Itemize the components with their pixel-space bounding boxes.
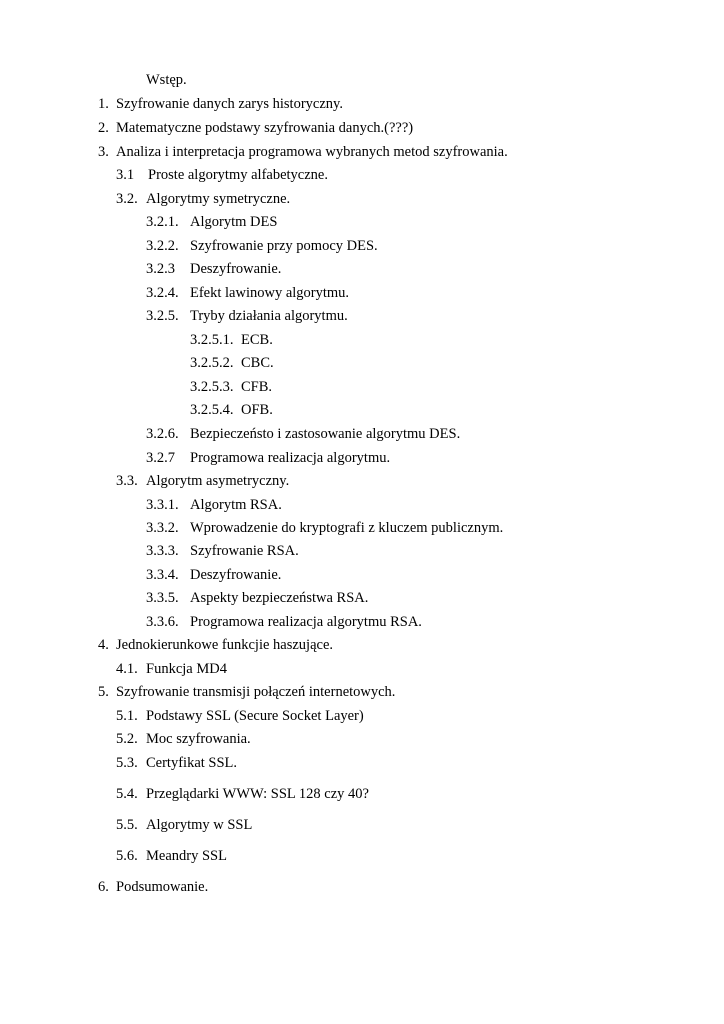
toc-entry <box>0 95 724 113</box>
toc-entry <box>0 730 724 748</box>
toc-entry <box>0 425 724 443</box>
toc-entry <box>0 613 724 631</box>
toc-entry <box>0 683 724 701</box>
toc-entry-title: Algorytm RSA. <box>190 497 282 513</box>
toc-entry <box>0 816 724 834</box>
toc-entry <box>0 378 724 396</box>
toc-entry <box>0 707 724 725</box>
toc-entry-title: Podstawy SSL (Secure Socket Layer) <box>146 708 364 724</box>
toc-entry-title: Funkcja MD4 <box>146 661 227 677</box>
toc-entry <box>0 589 724 607</box>
toc-entry-title: Jednokierunkowe funkcjie haszujące. <box>116 637 334 653</box>
toc-entry-title: Szyfrowanie transmisji połączeń internetowych. <box>116 684 396 700</box>
toc-entry-title: Meandry SSL <box>146 848 227 864</box>
toc-entry-title: Przeglądarki WWW: SSL 128 czy 40? <box>146 786 369 802</box>
toc-entry <box>0 119 724 137</box>
toc-entry <box>0 237 724 255</box>
toc-entry <box>0 331 724 349</box>
toc-entry <box>0 307 724 325</box>
toc-entry-number: 3.3.6. <box>146 614 179 630</box>
toc-entry-number: 5.5. <box>116 817 138 833</box>
toc-entry-number: 5.4. <box>116 786 138 802</box>
toc-entry-title: Wstęp. <box>146 72 187 88</box>
toc-entry <box>0 472 724 490</box>
toc-entry-title: Algorytm asymetryczny. <box>146 473 290 489</box>
toc-entry-number: 3.3. <box>116 473 138 489</box>
toc-entry-title: Szyfrowanie danych zarys historyczny. <box>116 96 343 112</box>
toc-entry-title: OFB. <box>241 402 273 418</box>
toc-entry <box>0 785 724 803</box>
toc-entry-title: Proste algorytmy alfabetyczne. <box>148 167 328 183</box>
toc-entry-number: 3.2.5.3. <box>190 379 234 395</box>
toc-entry <box>0 542 724 560</box>
toc-entry-number: 3.1 <box>116 167 135 183</box>
toc-entry-title: ECB. <box>241 332 273 348</box>
toc-entry-number: 5.6. <box>116 848 138 864</box>
toc-entry-number: 3.2. <box>116 191 138 207</box>
toc-entry-number: 3.2.5.2. <box>190 355 234 371</box>
toc-entry-number: 5.1. <box>116 708 138 724</box>
toc-entry <box>0 213 724 231</box>
toc-entry-title: Szyfrowanie RSA. <box>190 543 299 559</box>
toc-entry <box>0 878 724 896</box>
toc-entry-number: 5.2. <box>116 731 138 747</box>
toc-entry <box>0 401 724 419</box>
toc-entry <box>0 190 724 208</box>
toc-entry-number: 3.2.3 <box>146 261 175 277</box>
toc-entry-title: Wprowadzenie do kryptografi z kluczem publicznym. <box>190 520 504 536</box>
toc-entry-title: Podsumowanie. <box>116 879 209 895</box>
toc-entry-title: Deszyfrowanie. <box>190 567 282 583</box>
toc-entry <box>0 260 724 278</box>
toc-entry <box>0 71 724 89</box>
toc-entry-number: 2. <box>98 120 109 136</box>
toc-entry-number: 3.3.5. <box>146 590 179 606</box>
toc-entry <box>0 166 724 184</box>
toc-entry-title: Certyfikat SSL. <box>146 755 238 771</box>
toc-entry-number: 3.3.4. <box>146 567 179 583</box>
toc-entry-title: Moc szyfrowania. <box>146 731 251 747</box>
toc-entry-title: Algorytm DES <box>190 214 278 230</box>
toc-entry-number: 3.3.2. <box>146 520 179 536</box>
toc-entry-title: Matematyczne podstawy szyfrowania danych.(???) <box>116 120 414 136</box>
toc-entry-number: 3.2.5.4. <box>190 402 234 418</box>
toc-entry <box>0 636 724 654</box>
toc-entry-number: 4. <box>98 637 109 653</box>
toc-entry <box>0 143 724 161</box>
toc-entry-number: 4.1. <box>116 661 138 677</box>
toc-entry-title: Analiza i interpretacja programowa wybranych metod szyfrowania. <box>116 144 508 160</box>
toc-entry-title: Bezpieczeństo i zastosowanie algorytmu DES. <box>190 426 461 442</box>
toc-entry-title: CFB. <box>241 379 273 395</box>
toc-entry-number: 3.3.1. <box>146 497 179 513</box>
toc-entry-title: Tryby działania algorytmu. <box>190 308 348 324</box>
toc-entry-title: Programowa realizacja algorytmu. <box>190 450 391 466</box>
toc-entry-number: 5.3. <box>116 755 138 771</box>
toc-entry-number: 3.2.7 <box>146 450 175 466</box>
toc-entry-number: 3.2.5.1. <box>190 332 234 348</box>
toc-entry <box>0 284 724 302</box>
toc-entry <box>0 449 724 467</box>
toc-entry-number: 5. <box>98 684 109 700</box>
toc-entry-number: 3.2.1. <box>146 214 179 230</box>
toc-entry-number: 3.2.4. <box>146 285 179 301</box>
toc-entry-number: 1. <box>98 96 109 112</box>
toc-entry-number: 3.2.6. <box>146 426 179 442</box>
toc-entry <box>0 754 724 772</box>
toc-entry-number: 3.3.3. <box>146 543 179 559</box>
toc-entry-title: Algorytmy w SSL <box>146 817 253 833</box>
toc-entry-title: Szyfrowanie przy pomocy DES. <box>190 238 378 254</box>
toc-entry <box>0 519 724 537</box>
toc-entry-title: Deszyfrowanie. <box>190 261 282 277</box>
toc-entry-title: Programowa realizacja algorytmu RSA. <box>190 614 422 630</box>
toc-entry-number: 3.2.2. <box>146 238 179 254</box>
toc-entry-title: Algorytmy symetryczne. <box>146 191 291 207</box>
toc-entry-number: 3.2.5. <box>146 308 179 324</box>
toc-entry <box>0 660 724 678</box>
toc-entry-number: 3. <box>98 144 109 160</box>
toc-entry <box>0 847 724 865</box>
toc-entry <box>0 496 724 514</box>
toc-entry-number: 6. <box>98 879 109 895</box>
toc-entry <box>0 354 724 372</box>
toc-entry <box>0 566 724 584</box>
toc-entry-title: Efekt lawinowy algorytmu. <box>190 285 350 301</box>
toc-entry-title: CBC. <box>241 355 274 371</box>
toc-entry-title: Aspekty bezpieczeństwa RSA. <box>190 590 369 606</box>
